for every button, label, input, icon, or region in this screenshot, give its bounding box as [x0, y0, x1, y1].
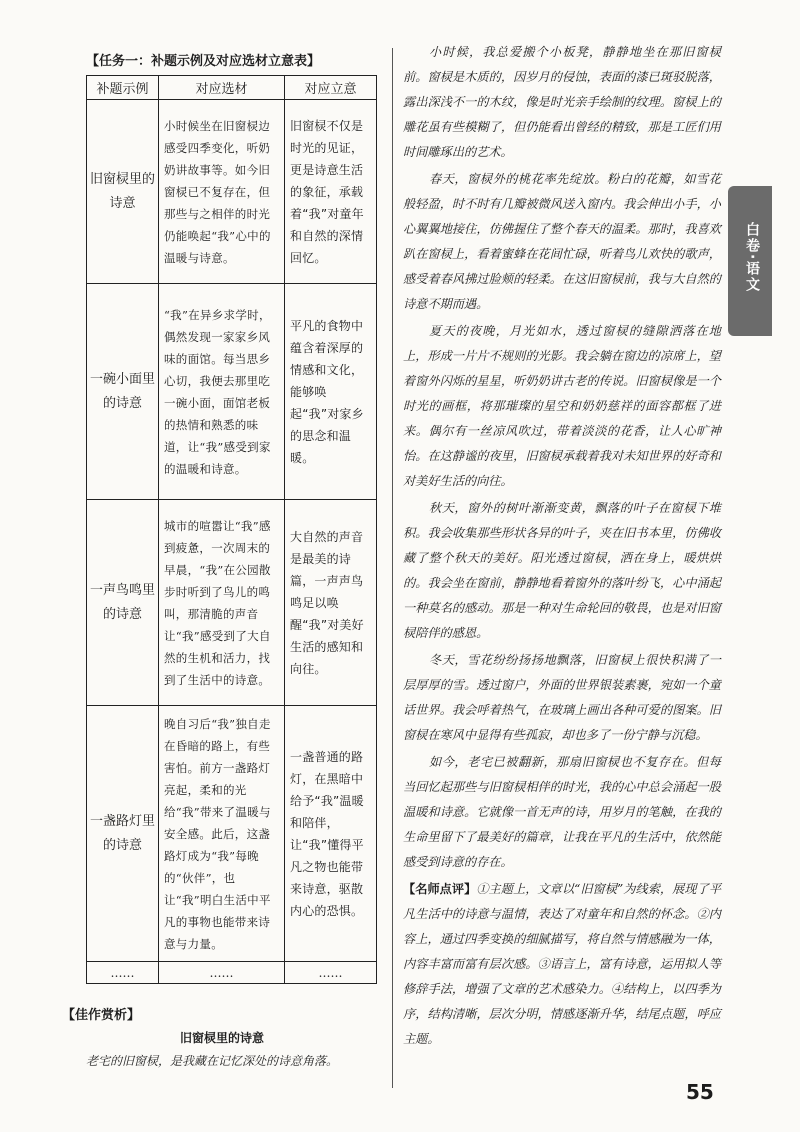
- ellipsis-cell: ……: [87, 962, 159, 984]
- material-cell: 小时候坐在旧窗棂边感受四季变化，听奶奶讲故事等。如今旧窗棂已不复存在，但那些与之相伴的时光仍能唤起“我”心中的温暖与诗意。: [159, 100, 285, 284]
- topic-table: [86, 75, 377, 984]
- review-text: ①主题上，文章以“旧窗棂”为线索，展现了平凡生活中的诗意与温情，表达了对童年和自然的怀念。②内容上，通过四季变换的细腻描写，将自然与情感融为一体，内容丰富而富有层次感。③语言上，富有诗意，运用拟人等修辞手法，增强了文章的艺术感染力。④结构上，以四季为序，结构清晰，层次分明，情感逐渐升华，结尾点题，呼应主题。: [403, 882, 722, 1046]
- task-title: 【任务一：补题示例及对应选材立意表】: [86, 54, 321, 69]
- table-row: [87, 284, 377, 500]
- table-header-row: [87, 76, 377, 100]
- essay-paragraph: 春天，窗棂外的桃花率先绽放。粉白的花瓣，如雪花般轻盈，时不时有几瓣被微风送入窗内。我会伸出小手，小心翼翼地接住，仿佛握住了整个春天的温柔。那时，我喜欢趴在窗棂上，看着蜜蜂在花间忙碌，听着鸟儿欢快的歌声，感受着春风拂过脸颊的轻柔。在这旧窗棂前，我与大自然的诗意不期而遇。: [403, 172, 721, 311]
- side-tab: [728, 186, 772, 336]
- column-divider: [392, 48, 393, 1088]
- material-cell: “我”在异乡求学时，偶然发现一家家乡风味的面馆。每当思乡心切，我便去那里吃一碗小面，面馆老板的热情和熟悉的味道，让“我”感受到家的温暖和诗意。: [159, 284, 285, 500]
- table-row: [87, 500, 377, 706]
- header-theme: 对应立意: [285, 76, 377, 100]
- essay-paragraph: 夏天的夜晚，月光如水，透过窗棂的缝隙洒落在地上，形成一片片不规则的光影。我会躺在窗边的凉席上，望着窗外闪烁的星星，听奶奶讲古老的传说。旧窗棂像是一个时光的画框，将那璀璨的星空和奶奶慈祥的面容都框了进来。偶尔有一丝凉风吹过，带着淡淡的花香，让人心旷神怡。在这静谧的夜里，旧窗棂承载着我对未知世界的好奇和对美好生活的向往。: [403, 324, 721, 488]
- side-tab-label: 白卷·语文: [744, 222, 760, 294]
- left-column: [86, 50, 376, 984]
- table-row-ellipsis: [87, 962, 377, 984]
- page-number: 55: [686, 1080, 714, 1104]
- table-row: [87, 706, 377, 962]
- teacher-review: [403, 877, 721, 1052]
- example-cell: 旧窗棂里的诗意: [87, 100, 159, 284]
- material-cell: 晚自习后“我”独自走在昏暗的路上，有些害怕。前方一盏路灯亮起，柔和的光给“我”带来了温暖与安全感。此后，这盏路灯成为“我”每晚的“伙伴”，也让“我”明白生活中平凡的事物也能带来诗意与力量。: [159, 706, 285, 962]
- essay-title: 旧窗棂里的诗意: [179, 1031, 264, 1045]
- example-cell: 一盏路灯里的诗意: [87, 706, 159, 962]
- review-label: 【名师点评】: [403, 882, 477, 896]
- appreciation-section: [62, 1004, 382, 1069]
- essay-paragraph: 冬天，雪花纷纷扬扬地飘落，旧窗棂上很快积满了一层厚厚的雪。透过窗户，外面的世界银装素裹，宛如一个童话世界。我会呼着热气，在玻璃上画出各种可爱的图案。旧窗棂在寒风中显得有些孤寂，却也多了一份宁静与沉稳。: [403, 653, 721, 742]
- example-cell: 一碗小面里的诗意: [87, 284, 159, 500]
- example-cell: 一声鸟鸣里的诗意: [87, 500, 159, 706]
- material-cell: 城市的喧嚣让“我”感到疲惫，一次周末的早晨，“我”在公园散步时听到了鸟儿的鸣叫，那清脆的声音让“我”感受到了大自然的生机和活力，找到了生活中的诗意。: [159, 500, 285, 706]
- header-example: 补题示例: [87, 76, 159, 100]
- ellipsis-cell: ……: [159, 962, 285, 984]
- right-column: [403, 40, 721, 1052]
- essay-opening: 老宅的旧窗棂，是我藏在记忆深处的诗意角落。: [86, 1054, 339, 1068]
- essay-paragraph: 小时候，我总爱搬个小板凳，静静地坐在那旧窗棂前。窗棂是木质的，因岁月的侵蚀，表面的漆已斑驳脱落，露出深浅不一的木纹，像是时光亲手绘制的纹理。窗棂上的雕花虽有些模糊了，但仍能看出曾经的精致，那是工匠们用时间雕琢出的艺术。: [403, 45, 721, 159]
- appreciation-label: 【佳作赏析】: [62, 1008, 141, 1023]
- essay-paragraph: 秋天，窗外的树叶渐渐变黄，飘落的叶子在窗棂下堆积。我会收集那些形状各异的叶子，夹在旧书本里，仿佛收藏了整个秋天的美好。阳光透过窗棂，洒在身上，暖烘烘的。我会坐在窗前，静静地看着窗外的落叶纷飞，心中涌起一种莫名的感动。那是一种对生命轮回的敬畏，也是对旧窗棂陪伴的感恩。: [403, 501, 721, 640]
- ellipsis-cell: ……: [285, 962, 377, 984]
- theme-cell: 大自然的声音是最美的诗篇，一声声鸟鸣足以唤醒“我”对美好生活的感知和向往。: [285, 500, 377, 706]
- theme-cell: 旧窗棂不仅是时光的见证，更是诗意生活的象征，承载着“我”对童年和自然的深情回忆。: [285, 100, 377, 284]
- theme-cell: 平凡的食物中蕴含着深厚的情感和文化，能够唤起“我”对家乡的思念和温暖。: [285, 284, 377, 500]
- table-row: [87, 100, 377, 284]
- theme-cell: 一盏普通的路灯，在黑暗中给予“我”温暖和陪伴，让“我”懂得平凡之物也能带来诗意，驱散内心的恐惧。: [285, 706, 377, 962]
- header-material: 对应选材: [159, 76, 285, 100]
- essay-paragraph: 如今，老宅已被翻新，那扇旧窗棂也不复存在。但每当回忆起那些与旧窗棂相伴的时光，我的心中总会涌起一股温暖和诗意。它就像一首无声的诗，用岁月的笔触，在我的生命里留下了最美好的篇章，让我在平凡的生活中，依然能感受到诗意的存在。: [403, 755, 721, 869]
